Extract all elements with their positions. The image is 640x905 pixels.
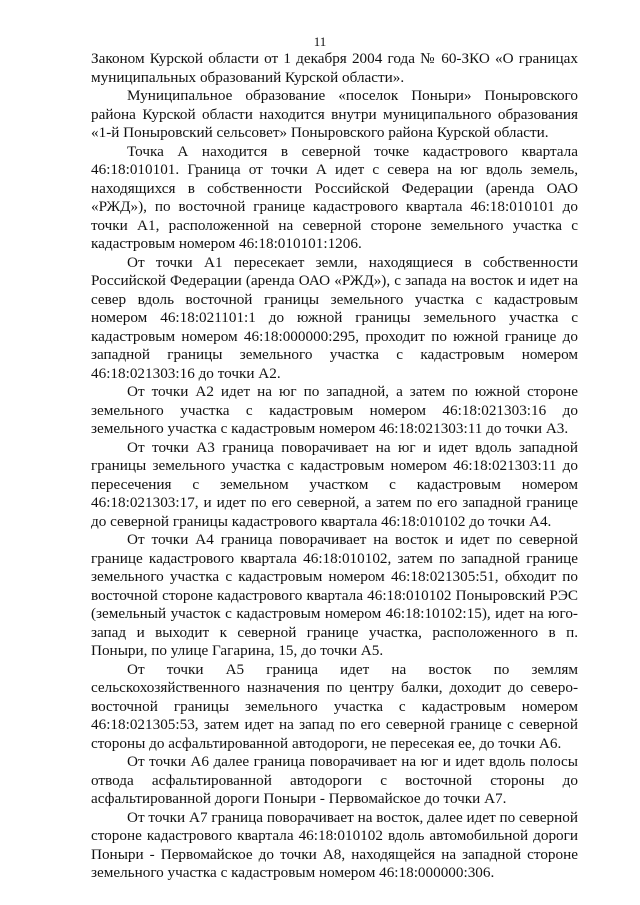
paragraph: От точки А4 граница поворачивает на восток и идет по северной границе кадастрового квартала 46:18:010102, затем по западной границе земельного участка с кадастровым номером 46:18:021305:51, обходит по восточной стороне кадастрового квартала 46:18:010102 Поныровский РЭС (земельный участок с кадастровым номером 46:18:10102:15), идет на юго-запад и выходит к северной границе участка, расположенного в п. Поныри, по улице Гагарина, 15, до точки А5. xyxy=(91,531,578,659)
document-body xyxy=(91,50,578,883)
paragraph: Муниципальное образование «поселок Поныри» Поныровского района Курской области находится внутри муниципального образования «1-й Поныровский сельсовет» Поныровского района Курской области. xyxy=(91,87,578,141)
paragraph: Точка А находится в северной точке кадастрового квартала 46:18:010101. Граница от точки А идет с севера на юг вдоль земель, находящихся в собственности Российской Федерации (аренда ОАО «РЖД»), по восточной границе кадастрового квартала 46:18:010101 до точки А1, расположенной на северной стороне земельного участка с кадастровым номером 46:18:010101:1206. xyxy=(91,142,578,252)
page-number: 11 xyxy=(313,34,327,49)
paragraph: От точки А1 пересекает земли, находящиеся в собственности Российской Федерации (аренда ОАО «РЖД»), с запада на восток и идет на север вдоль восточной границы земельного участка с кадастровым номером 46:18:021101:1 до южной границы земельного участка с кадастровым номером 46:18:000000:295, проходит по южной границе до западной границы земельного участка с кадастровым номером 46:18:021303:16 до точки А2. xyxy=(91,253,578,382)
paragraph: От точки А6 далее граница поворачивает на юг и идет вдоль полосы отвода асфальтированной автодороги с восточной стороны до асфальтированной дороги Поныри - Первомайское до точки А7. xyxy=(91,753,578,807)
paragraph: От точки А3 граница поворачивает на юг и идет вдоль западной границы земельного участка с кадастровым номером 46:18:021303:11 до пересечения с земельном участком с кадастровым номером 46:18:021303:17, и идет по его северной, а затем по его западной границе до северной границы кадастрового квартала 46:18:010102 до точки А4. xyxy=(91,438,578,530)
paragraph: От точки А7 граница поворачивает на восток, далее идет по северной стороне кадастрового квартала 46:18:010102 вдоль автомобильной дороги Поныри - Первомайское до точки А8, находящейся на западной стороне земельного участка с кадастровым номером 46:18:000000:306. xyxy=(91,808,578,881)
paragraph: Законом Курской области от 1 декабря 2004 года № 60-ЗКО «О границах муниципальных образований Курской области». xyxy=(91,50,578,86)
paragraph: От точки А5 граница идет на восток по землям сельскохозяйственного назначения по центру балки, доходит до северо-восточной границы земельного участка с кадастровым номером 46:18:021305:53, затем идет на запад по его северной границе с северной стороны до асфальтированной автодороги, не пересекая ее, до точки А6. xyxy=(91,660,578,752)
paragraph: От точки А2 идет на юг по западной, а затем по южной стороне земельного участка с кадастровым номером 46:18:021303:16 до земельного участка с кадастровым номером 46:18:021303:11 до точки А3. xyxy=(91,383,578,437)
